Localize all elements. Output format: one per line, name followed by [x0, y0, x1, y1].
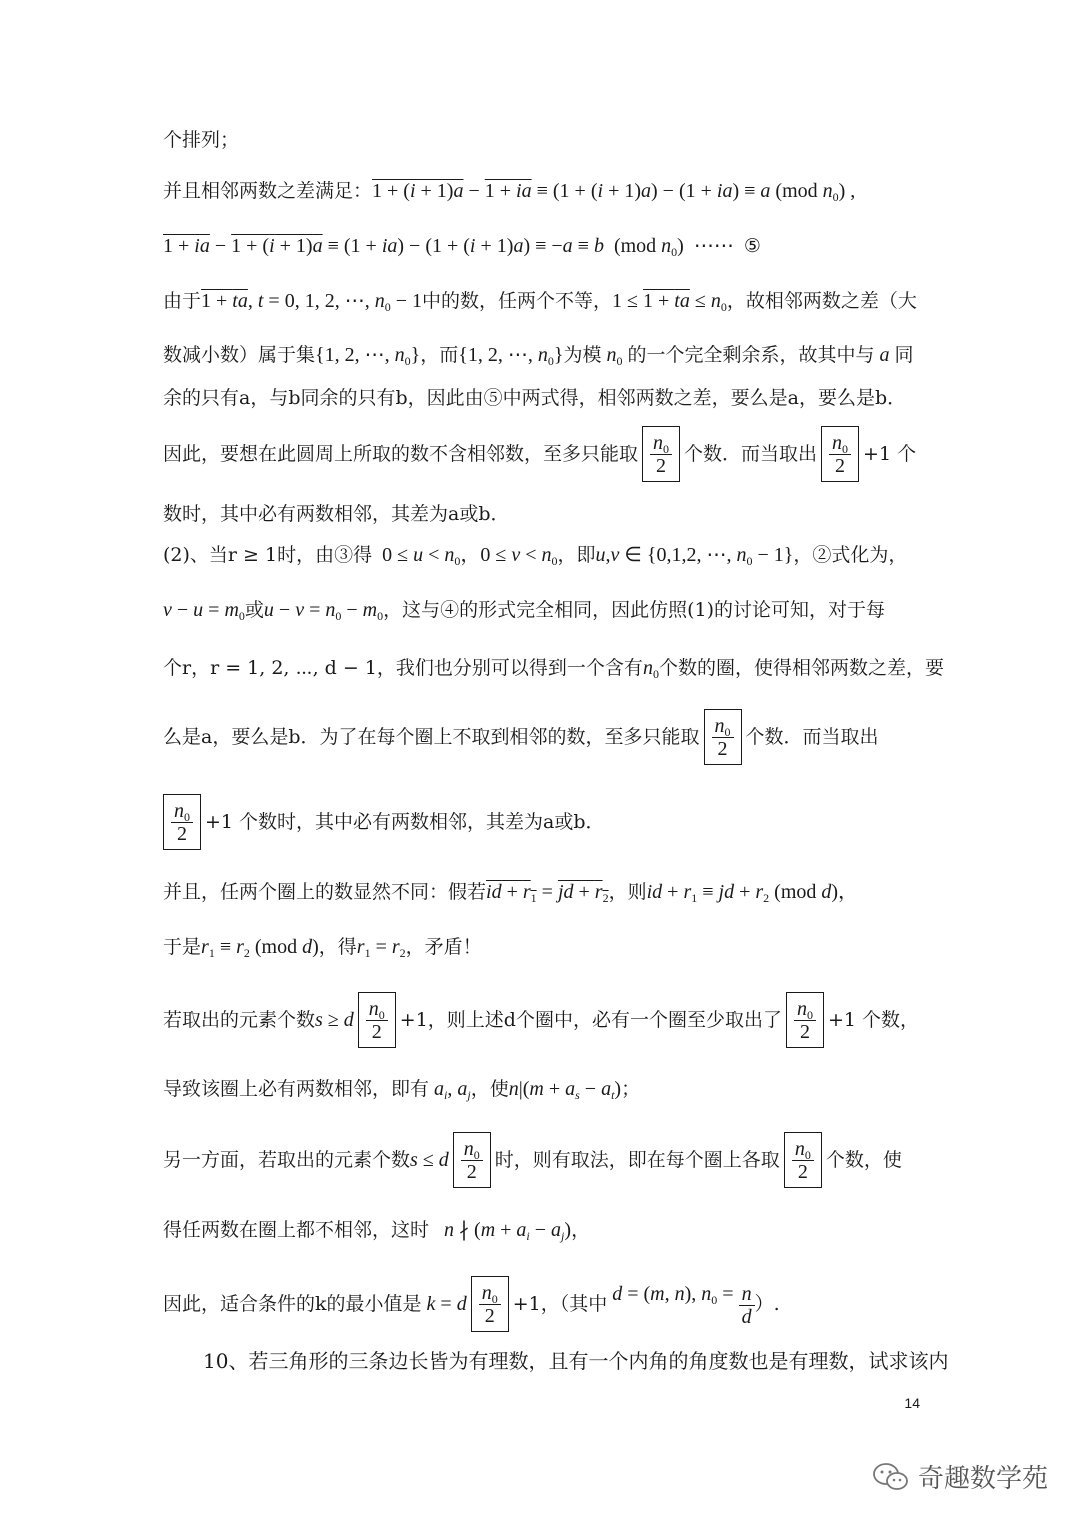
watermark-text: 奇趣数学苑 — [917, 1464, 1048, 1494]
text: ，得 — [318, 936, 357, 958]
formula: 1 + ta, t = 0, 1, 2, ⋯, $n_0 - 1$ — [201, 290, 422, 314]
floor-bracket: $\frac{n_0}{2}$ — [642, 426, 680, 482]
text: (2)、当r ≥ 1时，由③得 — [163, 544, 373, 566]
floor-bracket: $\frac{n_0}{2}$ — [821, 426, 859, 482]
formula: $n_0$ — [606, 344, 623, 368]
formula: n ∤ $(m + a_i - a_j)$ — [444, 1219, 572, 1243]
text: 或 — [244, 599, 264, 621]
text: 因此，适合条件的k的最小值是 — [163, 1293, 422, 1315]
wechat-icon — [872, 1462, 910, 1492]
text: 时，则有取法，即在每个圈上各取 — [494, 1149, 780, 1171]
text: +1 个数时，其中必有两数相邻，其差为a或b． — [205, 811, 605, 833]
text-line — [163, 1275, 920, 1333]
text: 10、若三角形的三条边长皆为有理数，且有一个内角的角度数也是有理数，试求该内 — [203, 1349, 949, 1373]
text-line — [163, 878, 920, 906]
text: 个数的圈，使得相邻两数之差，要 — [658, 657, 944, 679]
formula: $v - u = m_0$ — [163, 599, 245, 623]
formula: 1 ≤ 1 + ta ≤ $n_0$ — [612, 290, 727, 314]
formula: s ≥ d — [315, 1009, 354, 1031]
text: ； — [621, 1078, 641, 1100]
text-line — [163, 541, 920, 569]
formula: $u - v = n_0 - m_0$ — [263, 599, 384, 623]
text: 中的数，任两个不等， — [421, 290, 612, 312]
text: 个数．而当取出 — [684, 443, 818, 465]
text: 另一方面，若取出的元素个数 — [163, 1149, 411, 1171]
text: 个排列； — [163, 129, 240, 151]
text-line — [163, 341, 920, 369]
text: ，使 — [470, 1078, 509, 1100]
text-line — [163, 384, 920, 412]
floor-bracket: $\frac{n_0}{2}$ — [784, 1132, 822, 1188]
text: 并且相邻两数之差满足： — [163, 180, 373, 202]
formula: $0 \le u < n_0$，$0 \le v < n_0$ — [372, 544, 558, 568]
text: 导致该圈上必有两数相邻，即有 — [163, 1078, 430, 1100]
watermark — [872, 1458, 1048, 1495]
text: 个数，使 — [825, 1149, 902, 1171]
equation-marker: ⑤ — [743, 235, 761, 257]
text: +1，则上述d个圈中，必有一个圈至少取出了 — [399, 1009, 782, 1031]
text-line — [163, 596, 920, 624]
text: 么是a，要么是b．为了在每个圈上不取到相邻的数，至多只能取 — [163, 726, 700, 748]
text-line — [203, 1347, 949, 1375]
floor-bracket: $\frac{n_0}{2}$ — [704, 709, 742, 765]
text: ， — [571, 1219, 591, 1241]
text: +1，（其中 — [512, 1293, 608, 1315]
formula: {1, 2, ⋯, $n_0$} — [458, 344, 564, 368]
formula: {1, 2, ⋯, $n_0$} — [315, 344, 421, 368]
text: 个r，r = 1, 2, ⋯, d − 1，我们也分别可以得到一个含有 — [163, 657, 643, 679]
formula: $a_i$, $a_j$ — [434, 1078, 471, 1102]
formula: a — [874, 344, 895, 366]
text: 为模 — [563, 344, 602, 366]
text-line — [163, 500, 920, 528]
text-line — [163, 708, 920, 766]
formula: k = d — [426, 1293, 467, 1315]
text: 若取出的元素个数 — [163, 1009, 316, 1031]
text-line — [163, 177, 920, 205]
text-line — [163, 991, 920, 1049]
floor-bracket: $\frac{n_0}{2}$ — [471, 1276, 509, 1332]
text: ，这与④的形式完全相同，因此仿照(1)的讨论可知，对于每 — [383, 599, 886, 621]
page-number: 14 — [904, 1395, 920, 1411]
formula: $r_1 \equiv r_2$ (mod d) — [201, 936, 319, 960]
text: 于是 — [163, 936, 202, 958]
text-line — [163, 425, 920, 483]
text: ）. — [754, 1293, 780, 1315]
text: ，矛盾！ — [405, 936, 482, 958]
text-line — [163, 933, 920, 961]
text: ，故相邻两数之差（大 — [726, 290, 917, 312]
text-line — [163, 1216, 920, 1244]
text-line — [163, 793, 920, 851]
text: +1 个数， — [827, 1009, 920, 1031]
text: 同 — [894, 344, 914, 366]
text: 数时，其中必有两数相邻，其差为a或b． — [163, 503, 510, 525]
text: 数减小数）属于集 — [163, 344, 316, 366]
text-line — [163, 1075, 920, 1103]
floor-bracket: $\frac{n_0}{2}$ — [786, 992, 824, 1048]
text-line — [163, 1131, 920, 1189]
floor-bracket: $\frac{n_0}{2}$ — [453, 1132, 491, 1188]
text: +1 个 — [863, 443, 917, 465]
floor-bracket: $\frac{n_0}{2}$ — [163, 794, 201, 850]
text: ，而 — [420, 344, 459, 366]
formula: $n|(m + a_s - a_t)$ — [508, 1078, 622, 1102]
formula: 1 + ia − 1 + (i + 1)a ≡ (1 + ia) − (1 + (i + 1)a) ≡ −a ≡ b (mod $n_0$) ⋯⋯ — [163, 235, 744, 259]
formula: s ≤ d — [410, 1149, 449, 1171]
text: ，即 — [557, 544, 596, 566]
text: 的一个完全剩余系，故其中与 — [627, 344, 875, 366]
text: 得任两数在圈上都不相邻，这时 — [163, 1219, 430, 1241]
text: 因此，要想在此圆周上所取的数不含相邻数，至多只能取 — [163, 443, 639, 465]
floor-bracket: $\frac{n_0}{2}$ — [358, 992, 396, 1048]
text: 并且，任两个圈上的数显然不同：假若 — [163, 881, 487, 903]
text-line — [163, 232, 920, 260]
formula: $n_0$ — [642, 657, 659, 681]
formula: id + $r_1$ ≡ jd + $r_2$ (mod d)， — [646, 881, 859, 905]
text: ，②式化为， — [793, 544, 908, 566]
text: 余的只有a，与b同余的只有b，因此由⑤中两式得，相邻两数之差，要么是a，要么是b． — [163, 387, 907, 409]
text: 个数．而当取出 — [745, 726, 879, 748]
text: 由于 — [163, 290, 202, 312]
formula: 1 + (i + 1)a − 1 + ia ≡ (1 + (i + 1)a) − (1 + ia) ≡ a (mod $n_0$) , — [372, 180, 856, 204]
text-line — [163, 654, 944, 682]
text-line — [163, 287, 920, 315]
text-line — [163, 126, 920, 154]
formula: u,v ∈ {0,1,2, ⋯, $n_0 - 1$} — [595, 544, 794, 568]
formula: $r_1 = r_2$ — [356, 936, 406, 960]
formula: id + $r_1$ = jd + $r_2$ — [486, 881, 609, 905]
formula: d = (m, n), $n_0$ = $\frac{n}{d}$ — [607, 1280, 754, 1328]
text: ，则 — [608, 881, 647, 903]
